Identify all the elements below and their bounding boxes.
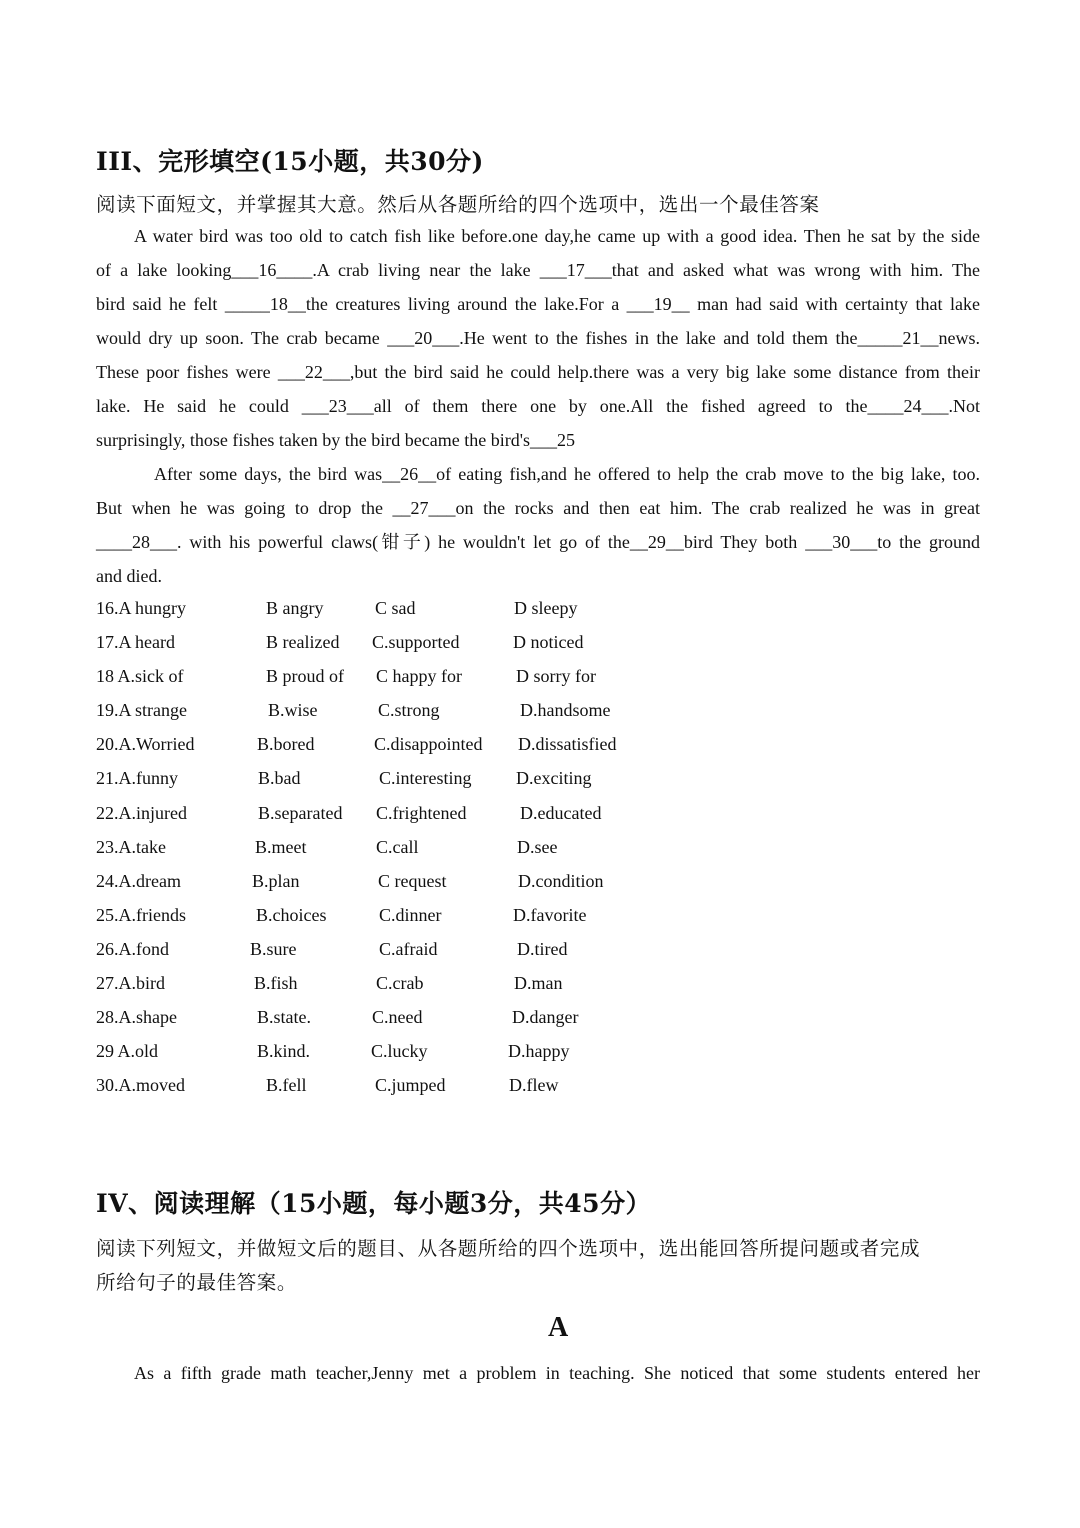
option-row (96, 598, 696, 632)
option-d: D.see (517, 836, 558, 857)
option-c: C.lucky (371, 1041, 428, 1062)
section-iv-instruction: 阅读下列短文，并做短文后的题目、从各题所给的四个选项中，选出能回答所提问题或者完成 (96, 1237, 921, 1260)
option-d: D.happy (508, 1041, 570, 1062)
option-c: C.jumped (375, 1075, 446, 1096)
passage-line: of a lake looking___16____.A crab living near the lake ___17___that and asked what was wrong with him. The (96, 260, 980, 280)
option-row (96, 768, 696, 802)
option-b: B.choices (256, 904, 327, 925)
option-b: B.plan (252, 870, 300, 891)
option-c: C.need (372, 1007, 423, 1028)
option-c: C.supported (372, 632, 460, 653)
cloze-options (96, 598, 696, 1109)
option-row (96, 973, 696, 1007)
passage-line: ____28___. with his powerful claws(钳子) he wouldn't let go of the__29__bird They both ___30___to the ground (96, 532, 980, 552)
option-d: D.flew (509, 1075, 559, 1096)
section-iii-instruction: 阅读下面短文，并掌握其大意。然后从各题所给的四个选项中，选出一个最佳答案 (96, 193, 820, 216)
passage-line: surprisingly, those fishes taken by the bird became the bird's___25 (96, 430, 575, 450)
option-a: 29 A.old (96, 1041, 159, 1062)
option-b: B.fish (254, 973, 298, 994)
passage-line: These poor fishes were ___22___,but the bird said he could help.there was a very big lake some distance from their (96, 362, 980, 382)
option-a: 27.A.bird (96, 973, 165, 994)
option-row (96, 1075, 696, 1109)
option-b: B proud of (266, 666, 344, 687)
passage-line: After some days, the bird was__26__of eating fish,and he offered to help the crab move to the big lake, too. (154, 464, 980, 484)
option-c: C.dinner (379, 904, 442, 925)
option-b: B.state. (257, 1007, 311, 1028)
option-row (96, 837, 696, 871)
option-d: D.danger (512, 1007, 579, 1028)
option-row (96, 666, 696, 700)
section-iii-heading: III、完形填空(15小题，共30分) (96, 147, 484, 176)
option-row (96, 939, 696, 973)
option-a: 18 A.sick of (96, 666, 184, 687)
option-row (96, 905, 696, 939)
option-b: B realized (266, 632, 340, 653)
option-d: D.dissatisfied (518, 734, 617, 755)
option-a: 28.A.shape (96, 1007, 177, 1028)
section-iv-heading: IV、阅读理解（15小题，每小题3分，共45分） (96, 1189, 652, 1218)
passage-line: But when he was going to drop the __27___on the rocks and then eat him. The crab realized he was in great (96, 498, 980, 518)
option-c: C.call (376, 836, 419, 857)
option-c: C request (378, 870, 447, 891)
option-d: D.favorite (513, 904, 587, 925)
passage-line: would dry up soon. The crab became ___20___.He went to the fishes in the lake and told them the_____21__news. (96, 328, 980, 348)
option-d: D.man (514, 973, 563, 994)
option-a: 25.A.friends (96, 904, 186, 925)
passage-line: lake. He said he could ___23___all of them there one by one.All the fished agreed to the____24___.Not (96, 396, 980, 416)
option-a: 20.A.Worried (96, 734, 195, 755)
option-c: C.strong (378, 700, 440, 721)
option-d: D.educated (520, 802, 602, 823)
option-b: B.sure (250, 938, 297, 959)
option-a: 30.A.moved (96, 1075, 185, 1096)
option-row (96, 632, 696, 666)
option-b: B angry (266, 598, 324, 618)
option-d: D.exciting (516, 768, 592, 789)
option-c: C happy for (376, 666, 462, 687)
option-c: C.crab (376, 973, 424, 994)
option-a: 23.A.take (96, 836, 166, 857)
option-d: D.tired (517, 938, 568, 959)
option-d: D sleepy (514, 598, 578, 618)
option-b: B.separated (258, 802, 343, 823)
option-b: B.kind. (257, 1041, 311, 1062)
option-a: 24.A.dream (96, 870, 181, 891)
option-b: B.bored (257, 734, 315, 755)
option-d: D sorry for (516, 666, 596, 687)
passage-line: bird said he felt _____18__the creatures living around the lake.For a ___19__ man had said with certainty that lake (96, 294, 980, 314)
option-d: D.condition (518, 870, 604, 891)
option-a: 22.A.injured (96, 802, 187, 823)
option-d: D.handsome (520, 700, 611, 721)
option-a: 21.A.funny (96, 768, 178, 789)
option-c: C.afraid (379, 938, 438, 959)
passage-line: A water bird was too old to catch fish like before.one day,he came up with a good idea. Then he sat by the side (134, 226, 980, 246)
option-c: C.interesting (379, 768, 472, 789)
option-a: 17.A heard (96, 632, 175, 653)
option-b: B.bad (258, 768, 301, 789)
passage-line: and died. (96, 566, 162, 586)
option-c: C.disappointed (374, 734, 483, 755)
passage-label: A (548, 1312, 569, 1343)
option-row (96, 734, 696, 768)
option-d: D noticed (513, 632, 584, 653)
option-b: B.wise (268, 700, 318, 721)
option-c: C.frightened (376, 802, 467, 823)
option-b: B.fell (266, 1075, 307, 1096)
option-row (96, 1007, 696, 1041)
option-row (96, 803, 696, 837)
passage-line: As a fifth grade math teacher,Jenny met a problem in teaching. She noticed that some students entered her (134, 1363, 980, 1383)
option-row (96, 1041, 696, 1075)
section-iv-instruction: 所给句子的最佳答案。 (96, 1271, 298, 1294)
option-a: 16.A hungry (96, 598, 186, 618)
option-row (96, 871, 696, 905)
option-row (96, 700, 696, 734)
option-a: 19.A strange (96, 700, 187, 721)
option-b: B.meet (255, 836, 307, 857)
option-a: 26.A.fond (96, 938, 169, 959)
option-c: C sad (375, 598, 416, 618)
